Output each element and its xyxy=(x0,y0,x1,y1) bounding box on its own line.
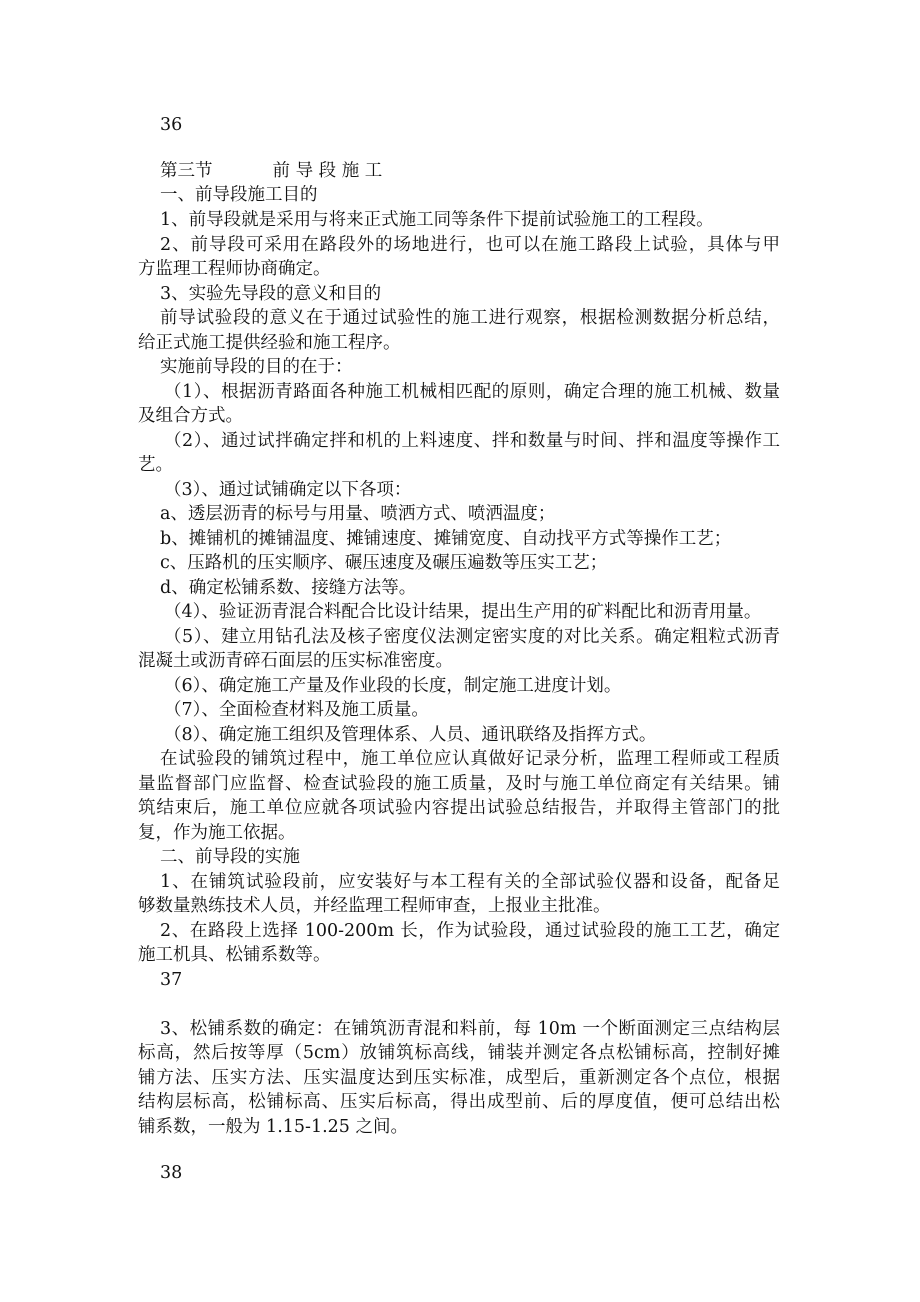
subheading: 一、前导段施工目的 xyxy=(160,185,318,205)
paragraph-line: 1、前导段就是采用与将来正式施工同等条件下提前试验施工的工程段。 xyxy=(160,210,714,230)
paragraph-line: 混凝土或沥青碎石面层的压实标准密度。 xyxy=(138,651,453,671)
paragraph-line: 实施前导段的目的在于： xyxy=(160,357,353,377)
paragraph-line: 结构层标高，松铺标高、压实后标高，得出成型前、后的厚度值，便可总结出松 xyxy=(138,1092,780,1112)
paragraph-line: 前导试验段的意义在于通过试验性的施工进行观察，根据检测数据分析总结， xyxy=(160,308,780,328)
list-item: b、摊铺机的摊铺温度、摊铺速度、摊铺宽度、自动找平方式等操作工艺； xyxy=(160,529,732,549)
list-item: （7）、全面检查材料及施工质量。 xyxy=(164,700,429,720)
paragraph-line: 施工机具、松铺系数等。 xyxy=(138,945,331,965)
paragraph-line: 3、实验先导段的意义和目的 xyxy=(160,284,382,304)
list-item: d、确定松铺系数、接缝方法等。 xyxy=(160,578,417,598)
page-number: 37 xyxy=(160,970,183,990)
paragraph-line: 筑结束后，施工单位应就各项试验内容提出试验总结报告，并取得主管部门的批 xyxy=(138,798,780,818)
paragraph-line: 量监督部门应监督、检查试验段的施工质量，及时与施工单位商定有关结果。铺 xyxy=(138,774,780,794)
list-item: （2）、通过试拌确定拌和机的上料速度、拌和数量与时间、拌和温度等操作工 xyxy=(164,431,780,451)
list-item: （4）、验证沥青混合料配合比设计结果，提出生产用的矿料配比和沥青用量。 xyxy=(164,602,762,622)
paragraph-line: 够数量熟练技术人员，并经监理工程师审查，上报业主批准。 xyxy=(138,896,611,916)
paragraph-line: 给正式施工提供经验和施工程序。 xyxy=(138,333,401,353)
paragraph-line: 铺系数，一般为 1.15-1.25 之间。 xyxy=(138,1117,408,1137)
list-item: （3）、通过试铺确定以下各项： xyxy=(164,480,412,500)
paragraph-line: 标高，然后按等厚（5cm）放铺筑标高线，铺装并测定各点松铺标高，控制好摊 xyxy=(138,1043,780,1063)
list-item: （1）、根据沥青路面各种施工机械相匹配的原则，确定合理的施工机械、数量 xyxy=(164,382,780,402)
page-number: 36 xyxy=(160,115,183,135)
list-item: a、透层沥青的标号与用量、喷洒方式、喷洒温度； xyxy=(160,504,556,524)
paragraph-line: 艺。 xyxy=(138,455,173,475)
paragraph-line: 及组合方式。 xyxy=(138,406,243,426)
section-title: 前 导 段 施 工 xyxy=(272,161,383,181)
page-number: 38 xyxy=(160,1163,183,1183)
paragraph-line: 铺方法、压实方法、压实温度达到压实标准，成型后，重新测定各个点位，根据 xyxy=(138,1068,780,1088)
list-item: c、压路机的压实顺序、碾压速度及碾压遍数等压实工艺； xyxy=(160,553,608,573)
section-label: 第三节 xyxy=(160,161,213,181)
list-item: （8）、确定施工组织及管理体系、人员、通讯联络及指挥方式。 xyxy=(164,725,657,745)
paragraph-line: 2、在路段上选择 100-200m 长，作为试验段，通过试验段的施工工艺，确定 xyxy=(160,921,780,941)
list-item: （6）、确定施工产量及作业段的长度，制定施工进度计划。 xyxy=(164,676,622,696)
section-heading xyxy=(160,159,780,183)
subheading: 二、前导段的实施 xyxy=(160,847,300,867)
paragraph-line: 3、松铺系数的确定：在铺筑沥青混和料前，每 10m 一个断面测定三点结构层 xyxy=(160,1019,780,1039)
paragraph-line: 在试验段的铺筑过程中，施工单位应认真做好记录分析，监理工程师或工程质 xyxy=(160,749,780,769)
paragraph-line: 复，作为施工依据。 xyxy=(138,823,296,843)
list-item: （5）、建立用钻孔法及核子密度仪法测定密实度的对比关系。确定粗粒式沥青 xyxy=(164,627,780,647)
paragraph-line: 2、前导段可采用在路段外的场地进行，也可以在施工路段上试验，具体与甲 xyxy=(160,235,780,255)
paragraph-line: 1、在铺筑试验段前，应安装好与本工程有关的全部试验仪器和设备，配备足 xyxy=(160,872,780,892)
paragraph-line: 方监理工程师协商确定。 xyxy=(138,259,331,279)
